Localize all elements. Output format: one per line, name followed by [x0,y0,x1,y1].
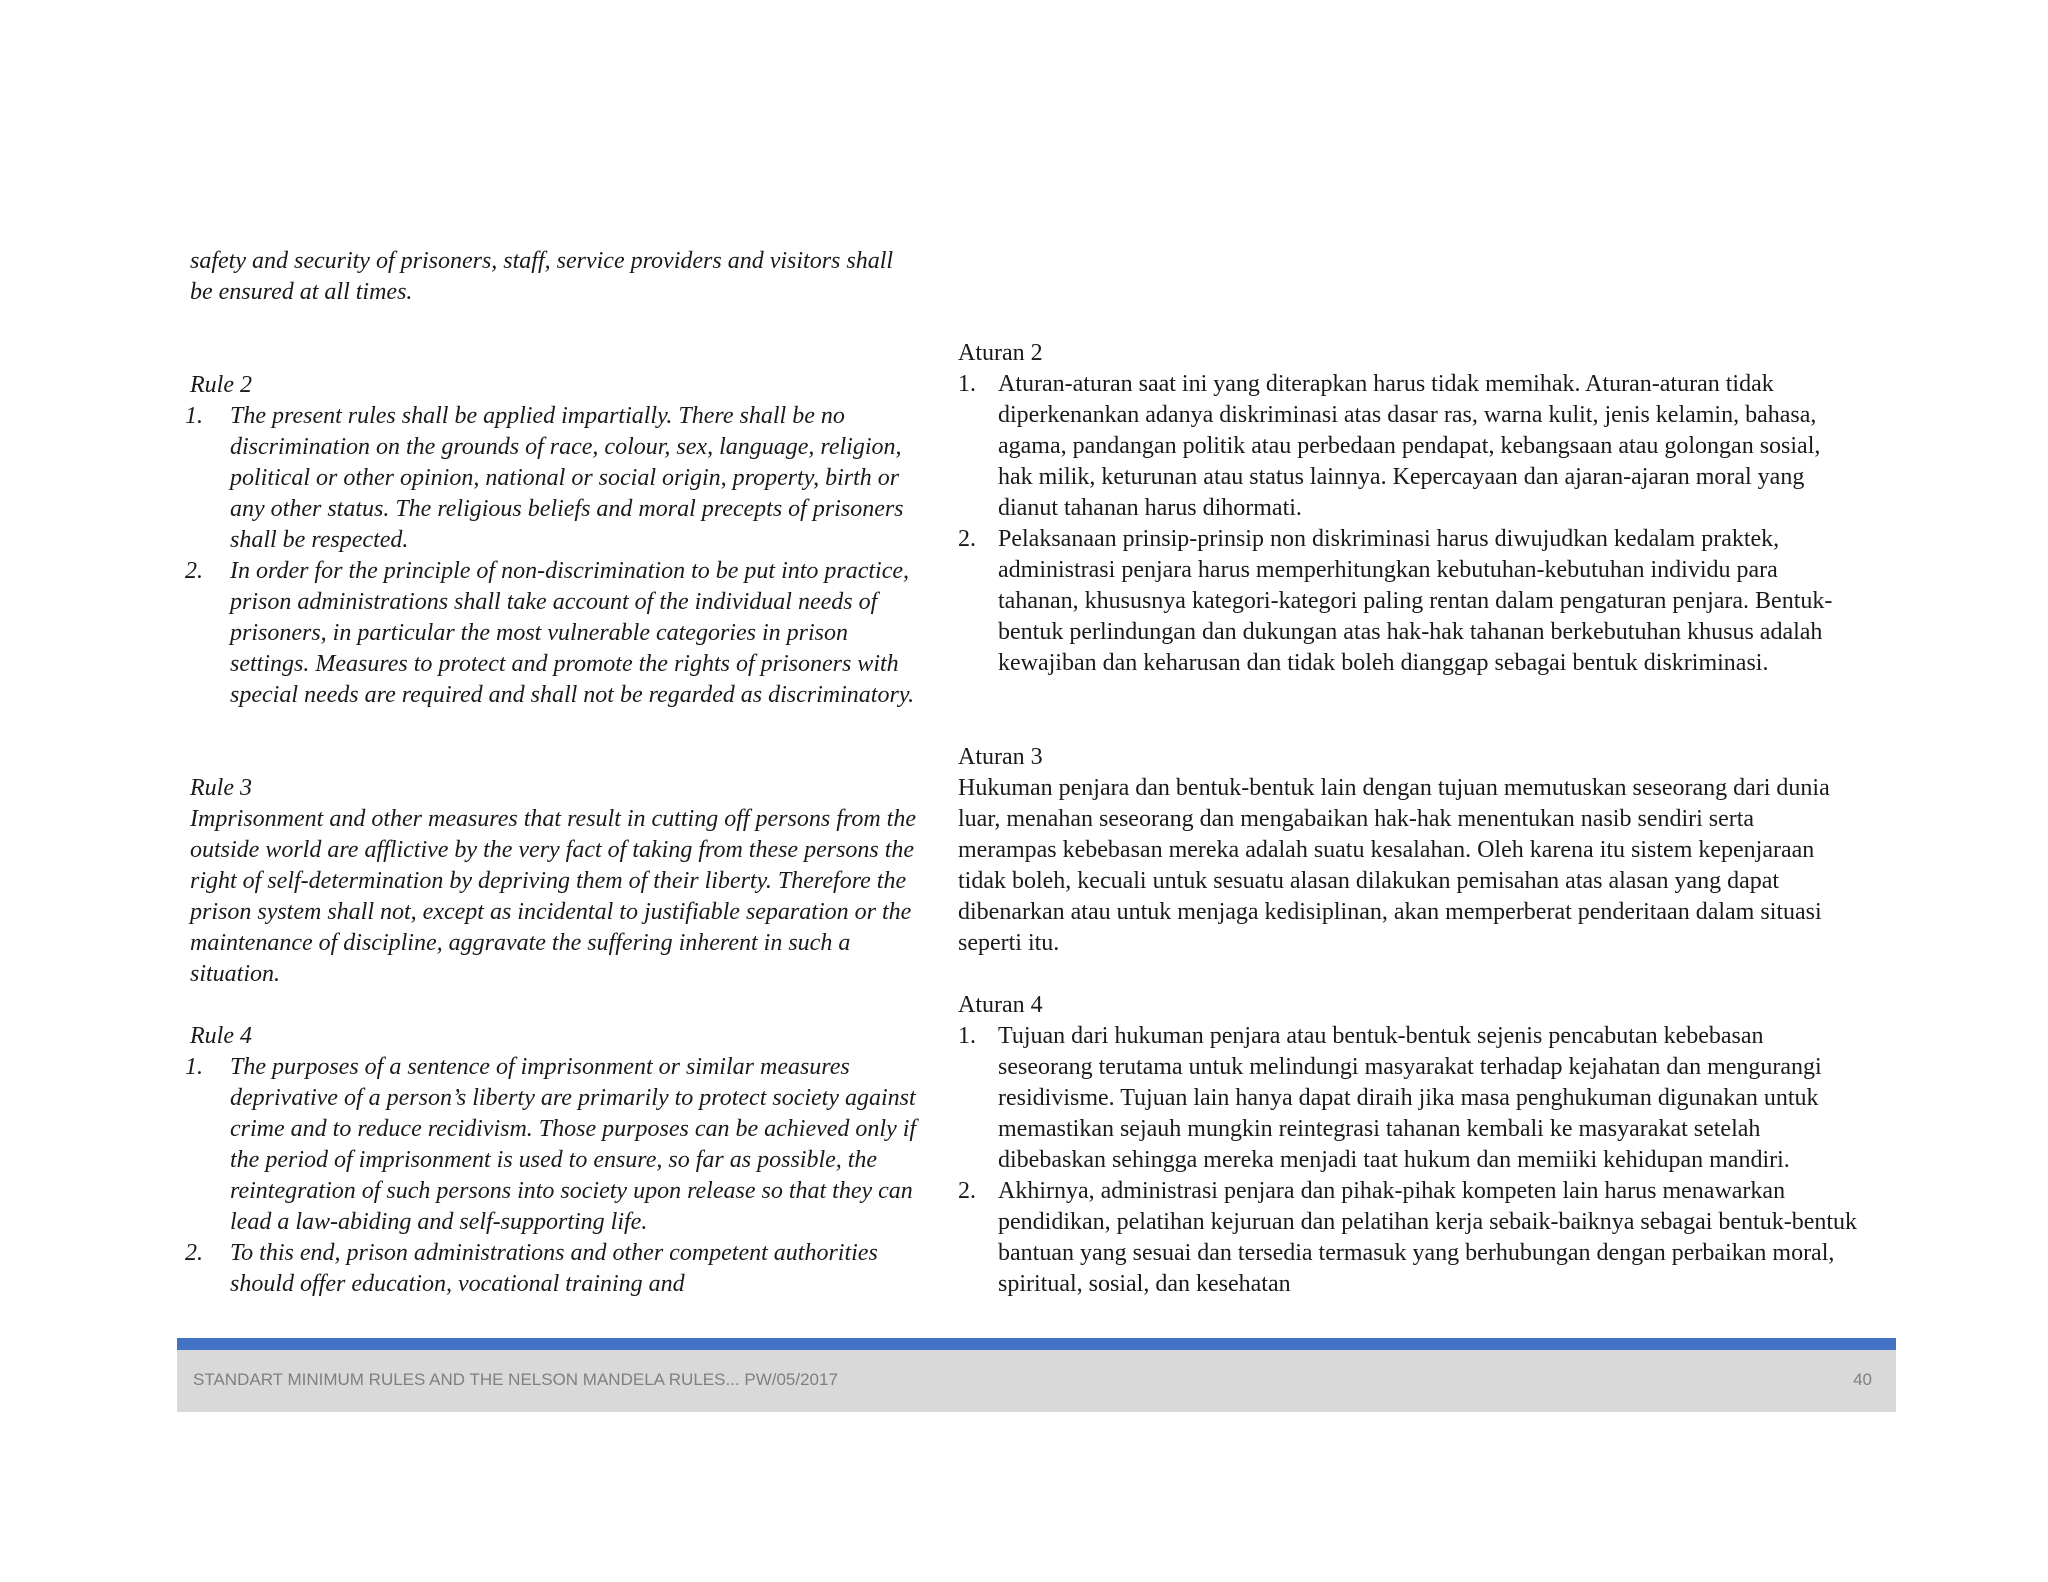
rule-3-title: Rule 3 [190,775,252,801]
list-item-text: The purposes of a sentence of imprisonment or similar measures deprivative of a person’s liberty are primarily to protect society against crime and to reduce recidivism. Those purposes can be achieved only if the period of imprisonment is used to ensure, so far as possible, the reintegration of such persons into society upon release so that they can lead a law-abiding and self-supporting life. [230,1054,917,1235]
list-number: 1. [185,403,203,429]
rule-2-list [185,401,930,711]
list-item-text: In order for the principle of non-discrimination to be put into practice, prison administrations shall take account of the individual needs of prisoners, in particular the most vulnerable categories in prison settings. Measures to protect and promote the rights of prisoners with special needs are required and shall not be regarded as discriminatory. [230,558,915,708]
list-item-text: Akhirnya, administrasi penjara dan pihak-pihak kompeten lain harus menawarkan pendidikan, pelatihan kejuruan dan pelatihan kerja sebaik-baiknya sebagai bentuk-bentuk bantuan yang sesuai dan tersedia termasuk yang berhubungan dengan perbaikan moral, spiritual, sosial, dan kesehatan [998,1178,1858,1297]
rule-3-section [190,773,930,990]
page-footer [177,1350,1896,1412]
page-number: 40 [1853,1370,1872,1389]
list-item-text: Pelaksanaan prinsip-prinsip non diskriminasi harus diwujudkan kedalam praktek, administrasi penjara harus memperhitungkan kebutuhan-kebutuhan individu para tahanan, khususnya kategori-kategori paling rentan dalam pengaturan penjara. Bentuk-bentuk perlindungan dan dukungan atas hak-hak tahanan berkebutuhan khusus adalah kewajiban dan keharusan dan tidak boleh dianggap sebagai bentuk diskriminasi. [998,526,1833,676]
list-item [185,556,930,711]
rule-4-title: Rule 4 [190,1023,252,1049]
rule-4-list [185,1052,930,1300]
list-number: 1. [958,1023,976,1049]
rule-4-section [185,1021,930,1300]
list-number: 2. [958,1178,976,1204]
aturan-4-section [958,990,1858,1300]
list-item-text: To this end, prison administrations and other competent authorities should offer education, vocational training and [230,1240,878,1297]
list-item [958,524,1858,679]
aturan-4-title: Aturan 4 [958,992,1043,1018]
aturan-2-list [958,369,1858,679]
list-item [185,1052,930,1238]
list-item [958,369,1858,524]
intro-paragraph: safety and security of prisoners, staff, service providers and visitors shall be ensured at all times. [190,248,894,305]
list-item-text: Aturan-aturan saat ini yang diterapkan harus tidak memihak. Aturan-aturan tidak diperkenankan adanya diskriminasi atas dasar ras, warna kulit, jenis kelamin, bahasa, agama, pandangan politik atau perbedaan pendapat, kebangsaan atau golongan sosial, hak milik, keturunan atau status lainnya. Kepercayaan dan ajaran-ajaran moral yang dianut tahanan harus dihormati. [998,371,1821,521]
list-item [185,1238,930,1300]
list-item [958,1021,1858,1176]
footer-title: STANDART MINIMUM RULES AND THE NELSON MANDELA RULES... PW/05/2017 [193,1370,838,1389]
list-item-text: Tujuan dari hukuman penjara atau bentuk-bentuk sejenis pencabutan kebebasan seseorang terutama untuk melindungi masyarakat terhadap kejahatan dan mengurangi residivisme. Tujuan lain hanya dapat diraih jika masa penghukuman digunakan untuk memastikan sejauh mungkin reintegrasi tahanan kembali ke masyarakat setelah dibebaskan sehingga mereka menjadi taat hukum dan memiiki kehidupan mandiri. [998,1023,1822,1173]
list-item [185,401,930,556]
aturan-3-text: Hukuman penjara dan bentuk-bentuk lain dengan tujuan memutuskan seseorang dari dunia luar, menahan seseorang dan mengabaikan hak-hak menentukan nasib sendiri serta merampas kebebasan mereka adalah suatu kesalahan. Oleh karena itu sistem kepenjaraan tidak boleh, kecuali untuk sesuatu alasan dilakukan pemisahan atas alasan yang dapat dibenarkan atau untuk menjaga kedisiplinan, akan memperberat penderitaan dalam situasi seperti itu. [958,775,1830,956]
aturan-3-section [958,742,1858,959]
list-number: 2. [185,558,203,584]
rule-3-text: Imprisonment and other measures that result in cutting off persons from the outside world are afflictive by the very fact of taking from these persons the right of self-determination by depriving them of their liberty. Therefore the prison system shall not, except as incidental to justifiable separation or the maintenance of discipline, aggravate the suffering inherent in such a situation. [190,806,916,987]
aturan-4-list [958,1021,1858,1300]
rule-2-section [185,370,930,711]
rule-2-title: Rule 2 [190,372,252,398]
list-number: 1. [185,1054,203,1080]
aturan-2-title: Aturan 2 [958,340,1043,366]
footer-accent-bar [177,1338,1896,1350]
english-column [190,246,930,308]
list-item [958,1176,1858,1300]
list-number: 2. [958,526,976,552]
list-number: 2. [185,1240,203,1266]
list-number: 1. [958,371,976,397]
aturan-3-title: Aturan 3 [958,744,1043,770]
list-item-text: The present rules shall be applied impartially. There shall be no discrimination on the grounds of race, colour, sex, language, religion, political or other opinion, national or social origin, property, birth or any other status. The religious beliefs and moral precepts of prisoners shall be respected. [230,403,904,553]
aturan-2-section [958,338,1858,679]
